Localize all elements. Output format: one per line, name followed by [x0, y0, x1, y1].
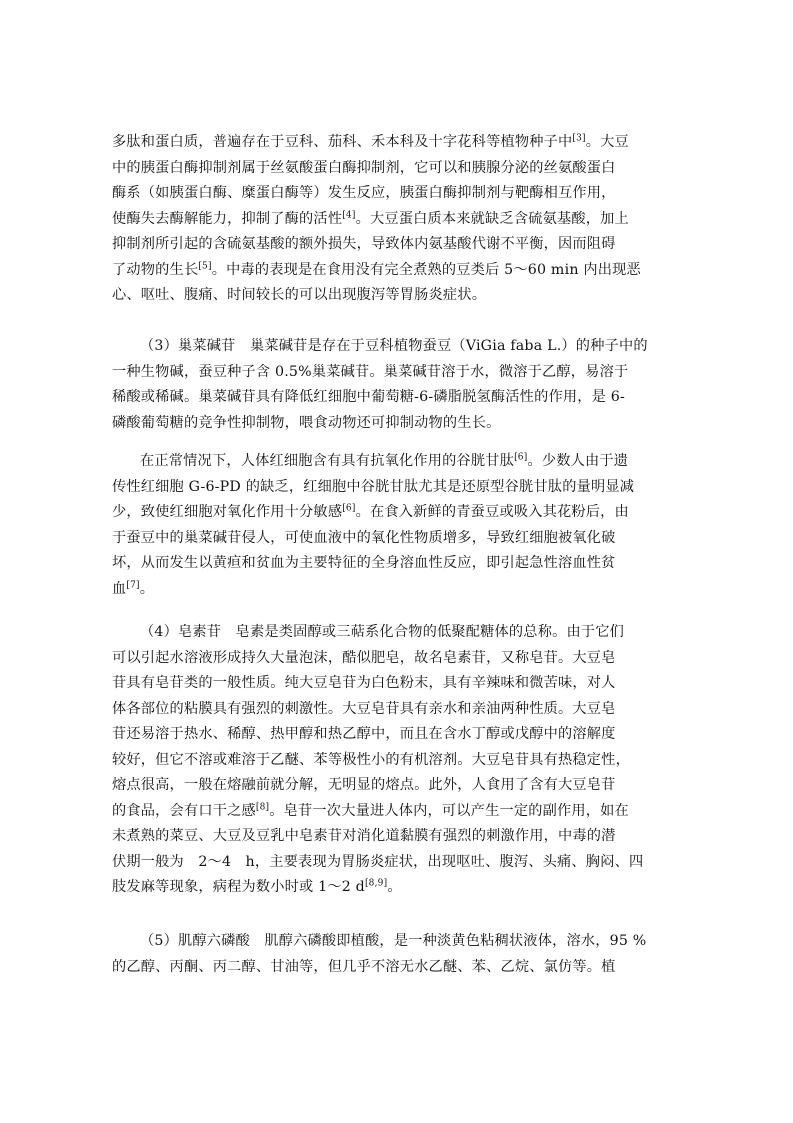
text-line: （5）肌醇六磷酸 肌醇六磷酸即植酸，是一种淡黄色粘稠状液体，溶水，95 % [140, 933, 647, 949]
citation: [7] [126, 579, 140, 590]
citation: [8] [255, 801, 270, 812]
paragraph-trypsin-inhibitor [112, 130, 680, 309]
text-line: 苷还易溶于热水、稀醇、热甲醇和热乙醇中，而且在含水丁醇或戊醇中的溶解度 [112, 726, 616, 742]
text-line: 未煮熟的菜豆、大豆及豆乳中皂素苷对消化道黏膜有强烈的刺激作用，中毒的潜 [112, 828, 616, 844]
text-line: 中的胰蛋白酶抑制剂属于丝氨酸蛋白酶抑制剂，它可以和胰腺分泌的丝氨酸蛋白 [112, 159, 616, 176]
text-line: 传性红细胞 G-6-PD 的缺乏，红细胞中谷胱甘肽尤其是还原型谷胱甘肽的量明显减 [112, 478, 635, 495]
text-line: 一种生物碱，蚕豆种子含 0.5%巢菜碱苷。巢菜碱苷溶于水，微溶于乙醇，易溶于 [112, 363, 629, 380]
text-line: 肢发麻等现象，病程为数小时或 1～2 d[8,9]。 [112, 878, 402, 895]
paragraph-glutathione [112, 449, 680, 602]
text-line: 抑制剂所引起的含硫氨基酸的额外损失，导致体内氨基酸代谢不平衡，因而阻碍 [112, 236, 616, 252]
text-line: 于蚕豆中的巢菜碱苷侵人，可使血液中的氧化性物质增多，导致红细胞被氧化破 [112, 529, 616, 546]
text-line: 较好，但它不溶或难溶于乙醚、苯等极性小的有机溶剂。大豆皂苷具有热稳定性， [112, 751, 630, 768]
text-line: 伏期一般为 2～4 h，主要表现为胃肠炎症状，出现呕吐、腹泻、头痛、胸闷、四 [112, 853, 644, 870]
paragraph-phytic-acid [112, 929, 680, 980]
text-line: 苷具有皂苷类的一般性质。纯大豆皂苷为白色粉末，具有辛辣味和微苦味，对人 [112, 675, 616, 691]
text-line: （4）皂素苷 皂素是类固醇或三萜系化合物的低聚配糖体的总称。由于它们 [140, 624, 625, 640]
text-line: 在正常情况下，人体红细胞含有具有抗氧化作用的谷胱甘肽[6]。少数人由于遗 [140, 452, 629, 469]
text-line: 体各部位的粘膜具有强烈的刺激性。大豆皂苷具有亲水和亲油两种性质。大豆皂 [112, 700, 616, 717]
text-line: 熔点很高，一般在熔融前就分解，无明显的熔点。此外，人食用了含有大豆皂苷 [112, 777, 616, 793]
citation: [6] [342, 503, 356, 514]
text-line: 使酶失去酶解能力，抑制了酶的活性[4]。大豆蛋白质本来就缺乏含硫氨基酸，加上 [112, 209, 629, 227]
text-line: 少，致使红细胞对氧化作用十分敏感[6]。在食入新鲜的青蚕豆或吸入其花粉后，由 [112, 503, 629, 520]
text-line: 多肽和蛋白质，普遍存在于豆科、茄科、禾本科及十字花科等植物种子中[3]。大豆 [112, 133, 629, 150]
citation: [6] [514, 452, 528, 463]
text-line: 稀酸或稀碱。巢菜碱苷具有降低红细胞中葡萄糖-6-磷脂脱氢酶活性的作用，是 6- [112, 389, 625, 405]
text-line: 可以引起水溶液形成持久大量泡沫，酷似肥皂，故名皂素苷，又称皂苷。大豆皂 [112, 649, 616, 666]
text-line: 了动物的生长[5]。中毒的表现是在食用没有完全煮熟的豆类后 5～60 min 内出现恶 [112, 260, 641, 278]
paragraph-vicine [112, 334, 680, 436]
text-line: 的乙醇、丙酮、丙二醇、甘油等，但几乎不溶无水乙醚、苯、乙烷、氯仿等。植 [112, 958, 616, 975]
text-line: （3）巢菜碱苷 巢菜碱苷是存在于豆科植物蚕豆（ViGia faba L.）的种子中的 [140, 338, 648, 354]
citation: [5] [198, 260, 212, 271]
text-line: 心、呕吐、腹痛、时间较长的可以出现腹泻等胃肠炎症状。 [112, 287, 487, 303]
text-line: 的食品，会有口干之感[8]。皂苷一次大量进人体内，可以产生一定的副作用，如在 [112, 801, 629, 819]
citation: [8,9] [364, 878, 388, 889]
text-line: 血[7]。 [112, 579, 155, 597]
paragraph-saponin [112, 620, 680, 901]
citation: [3] [572, 133, 586, 144]
text-line: 酶系（如胰蛋白酶、糜蛋白酶等）发生反应，胰蛋白酶抑制剂与靶酶相互作用， [112, 185, 616, 201]
text-line: 坏，从而发生以黄疸和贫血为主要特征的全身溶血性反应，即引起急性溶血性贫 [112, 555, 616, 571]
citation: [4] [342, 209, 356, 220]
text-line: 磷酸葡萄糖的竞争性抑制物，喂食动物还可抑制动物的生长。 [112, 414, 501, 431]
